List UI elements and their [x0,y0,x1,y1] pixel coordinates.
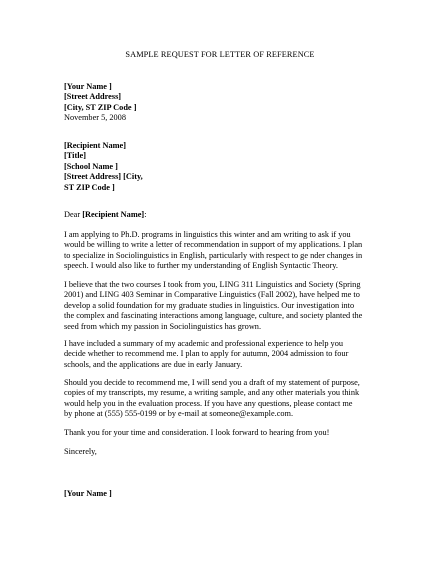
recipient-street: [Street Address] [64,172,122,182]
sender-city: [City, ST ZIP Code ] [64,102,137,112]
recipient-address-block [64,141,394,193]
document-title: SAMPLE REQUEST FOR LETTER OF REFERENCE [125,50,315,59]
closing: Sincerely, [64,447,97,456]
recipient-city: [City, [121,172,143,182]
paragraph-line: develop a solid foundation for my graduate studies in linguistics. Our investigation into [64,300,355,310]
paragraph-line: copies of my transcripts, my resume, a writing sample, and any other materials you think [64,388,360,398]
thanks-line: Thank you for your time and consideration. I look forward to hearing from you! [64,428,330,437]
paragraph-line: the complex and fascinating interactions among language, culture, and society planted the [64,311,363,321]
sender-name: [Your Name ] [64,82,112,91]
paragraph-line: seed from which my passion in Sociolinguistics has grown. [64,321,262,331]
paragraph-line: decide whether to recommend me. I plan to apply for autumn, 2004 admission to four [64,349,349,359]
paragraph-line: Should you decide to recommend me, I will send you a draft of my statement of purpose, [64,378,360,387]
recipient-zip: ST ZIP Code ] [64,182,115,192]
recipient-name: [Recipient Name] [64,141,126,150]
paragraph-line: I am applying to Ph.D. programs in linguistics this winter and am writing to ask if you [64,230,351,239]
paragraph-line: speech. I would also like to further my understanding of English Syntactic Theory. [64,261,338,271]
paragraph-line: to specialize in Sociolinguistics in English, particularly with respect to ge nder changes in [64,250,363,260]
salutation [64,210,394,220]
recipient-title: [Title] [64,151,86,161]
body-paragraph-3 [64,339,394,370]
recipient-address-line [64,172,394,182]
paragraph-line: 2001) and LING 403 Seminar in Comparative Linguistics (Fall 2002), have helped me to [64,290,360,300]
paragraph-line: would help you in the evaluation process. If you have any questions, please contact me [64,398,353,408]
body-paragraph-4 [64,378,394,420]
paragraph-line: I believe that the two courses I took from you, LING 311 Linguistics and Society (Spring [64,280,361,289]
paragraph-line: schools, and the applications are due in early January. [64,359,243,369]
salutation-prefix: Dear [64,210,83,219]
sender-street: [Street Address] [64,92,122,102]
paragraph-line: would be willing to write a letter of recommendation in support of my applications. I plan [64,240,363,250]
paragraph-line: I have included a summary of my academic and professional experience to help you [64,339,343,348]
recipient-school: [School Name ] [64,161,118,171]
body-paragraph-2 [64,280,394,332]
body-paragraph-1 [64,230,394,272]
letter-date: November 5, 2008 [64,113,126,123]
paragraph-line: by phone at (555) 555-0199 or by e-mail at someone@example.com. [64,409,294,419]
sender-address-block [64,82,394,124]
signature-name: [Your Name ] [64,489,112,498]
salutation-name: [Recipient Name] [82,210,145,219]
salutation-suffix: : [144,210,147,219]
